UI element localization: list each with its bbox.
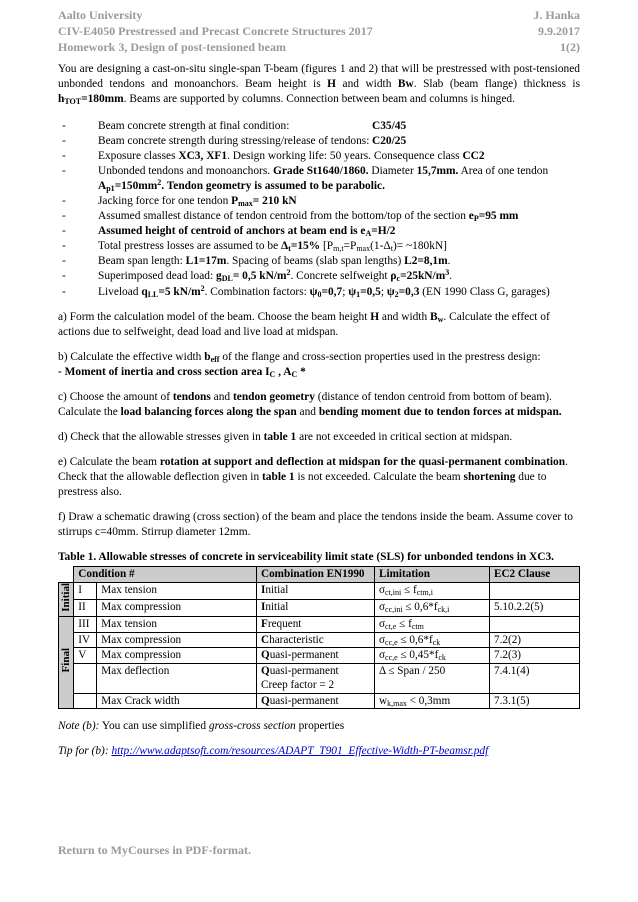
row-number <box>74 693 97 709</box>
req-tendon-distance: - Assumed smallest distance of tendon centroid from the bottom/top of the section $e_P=95$ mm <box>58 209 580 224</box>
req-live-load: - Liveload $q_{LL}=5$ $kN/m^2$. Combination factors: $\psi_0=0,7$; $\psi_1=0,5$; $\psi_2=0,3$ (EN 1990 Class G, garages) <box>58 285 580 300</box>
row-limitation: $\sigma_{cc,e} \le 0,45*f_{ck}$ <box>375 648 490 664</box>
row-condition: Max compression <box>97 648 257 664</box>
req-jacking-force: - Jacking force for one tendon $P_{max}= 210$ kN <box>58 194 580 209</box>
req-dead-load: - Superimposed dead load: $g_{DL}= 0,5$ $kN/m^2$. Concrete selfweight $\rho_c=25kN/m^3$. <box>58 269 580 284</box>
row-clause: 5.10.2.2(5) <box>490 599 580 616</box>
row-combination: Quasi-permanent <box>257 648 375 664</box>
question-c: c) Choose the amount of tendons and tendon geometry (distance of tendon centroid from bottom of beam). Calculate the load balancing forces along the span and bending moment due to tendon forces at midspan. <box>58 390 562 418</box>
table-row <box>59 663 580 693</box>
row-combination: Frequent <box>257 617 375 633</box>
header-author: J. Hanka <box>533 8 580 22</box>
req-stressing-strength: - Beam concrete strength during stressing/release of tendons: C20/25 <box>58 134 580 149</box>
row-condition: Max compression <box>97 599 257 616</box>
allowable-stresses-table <box>58 566 580 709</box>
table-corner <box>59 567 74 583</box>
req-anchor-height: - Assumed height of centroid of anchors at beam end is $e_A=H/2$ <box>58 224 580 239</box>
row-clause <box>490 617 580 633</box>
table-row <box>59 582 580 599</box>
row-clause: 7.3.1(5) <box>490 693 580 709</box>
req-span-length: - Beam span length: L1=17m. Spacing of beams (slab span lengths) L2=8,1m. <box>58 254 580 269</box>
row-number <box>74 663 97 693</box>
header-university: Aalto University <box>58 8 143 22</box>
page-footer: Return to MyCourses in PDF-format. <box>58 843 251 857</box>
row-limitation: $\sigma_{cc,e} \le 0,6*f_{ck}$ <box>375 632 490 648</box>
header-combination: Combination EN1990 <box>257 567 375 583</box>
row-condition: Max compression <box>97 632 257 648</box>
row-condition: Max tension <box>97 617 257 633</box>
table-row <box>59 648 580 664</box>
group-final: Final <box>59 617 74 709</box>
question-a: a) Form the calculation model of the beam. Choose the beam height H and width $B_w$. Calculate the effect of actions due to selfweight, dead load and live load at midspan. <box>58 310 550 338</box>
row-limitation: $\sigma_{cc,ini} \le 0,6*f_{ck,i}$ <box>375 599 490 616</box>
question-e: e) Calculate the beam rotation at support and deflection at midspan for the quasi-permanent combination. Check that the allowable deflection given in table 1 is not exceeded. Calculate the beam shortening due to prestress also. <box>58 455 568 498</box>
row-condition: Max deflection <box>97 663 257 693</box>
row-combination: Quasi-permanent Creep factor = 2 <box>257 663 375 693</box>
row-limitation: $\sigma_{ct,ini} \le f_{ctm,i}$ <box>375 582 490 599</box>
row-number: II <box>74 599 97 616</box>
intro-paragraph: You are designing a cast-on-situ single-span T-beam (figures 1 and 2) that will be prestressed with post-tensioned unbonded tendons and monoanchors. Beam height is H and width Bw. Slab (beam flange) thickness is $h_{TOT}=180mm$. Beams are supported by columns. Connection between beam and columns is hinged. <box>58 62 581 106</box>
row-number: III <box>74 617 97 633</box>
table-caption: Table 1. Allowable stresses of concrete in serviceability limit state (SLS) for unbonded tendons in XC3. <box>58 551 555 564</box>
header-date: 9.9.2017 <box>538 23 580 38</box>
row-limitation: $w_{k,max} < 0,3mm$ <box>375 693 490 709</box>
effective-width-link[interactable]: http://www.adaptsoft.com/resources/ADAPT_T901_Effective-Width-PT-beamsr.pdf <box>111 745 489 758</box>
row-number: I <box>74 582 97 599</box>
note-b: Note (b): You can use simplified gross-cross section properties <box>58 720 345 733</box>
row-clause: 7.2(2) <box>490 632 580 648</box>
header-clause: EC2 Clause <box>490 567 580 583</box>
document-page <box>58 8 580 760</box>
row-combination: Initial <box>257 582 375 599</box>
group-initial: Initial <box>59 582 74 616</box>
header-limitation: Limitation <box>375 567 490 583</box>
row-clause <box>490 582 580 599</box>
question-d: d) Check that the allowable stresses given in table 1 are not exceeded in critical section at midspan. <box>58 430 513 443</box>
req-tendons: - Unbonded tendons and monoanchors. Grade St1640/1860. Diameter 15,7mm. Area of one tendon $A_{p1}=150mm^2$. Tendon geometry is assumed to be parabolic. <box>58 164 580 194</box>
header-course: CIV-E4050 Prestressed and Precast Concrete Structures 2017 <box>58 23 373 38</box>
row-combination: Initial <box>257 599 375 616</box>
req-exposure: - Exposure classes XC3, XF1. Design working life: 50 years. Consequence class CC2 <box>58 149 580 164</box>
row-clause: 7.4.1(4) <box>490 663 580 693</box>
table-header-row <box>59 567 580 583</box>
row-combination: Quasi-permanent <box>257 693 375 709</box>
question-b: b) Calculate the effective width $b_{eff}$ of the flange and cross-section properties used in the prestress design: - Moment of inertia and cross section area $I_C$ , $A_C$ * <box>58 350 541 379</box>
req-final-strength: - Beam concrete strength at final condition: C35/45 <box>58 119 580 134</box>
row-condition: Max Crack width <box>97 693 257 709</box>
row-number: V <box>74 648 97 664</box>
table-row <box>59 617 580 633</box>
header-page-number: 1(2) <box>560 39 580 54</box>
row-condition: Max tension <box>97 582 257 599</box>
row-number: IV <box>74 632 97 648</box>
req-prestress-losses: - Total prestress losses are assumed to be $\Delta_t=15\%$ [$P_{m,t}=P_{max}(1-\Delta_t)=$ ~180kN] <box>58 239 580 254</box>
header-homework: Homework 3, Design of post-tensioned beam <box>58 39 286 54</box>
row-combination: Characteristic <box>257 632 375 648</box>
page-header <box>58 8 580 56</box>
table-row <box>59 693 580 709</box>
row-clause: 7.2(3) <box>490 648 580 664</box>
header-condition: Condition # <box>74 567 257 583</box>
question-f: f) Draw a schematic drawing (cross section) of the beam and place the tendons inside the beam. Assume cover to stirrups c=40mm. Stirrup diameter 12mm. <box>58 511 573 539</box>
table-row <box>59 632 580 648</box>
row-limitation: Δ ≤ Span / 250 <box>375 663 490 693</box>
tip-b: Tip for (b): http://www.adaptsoft.com/resources/ADAPT_T901_Effective-Width-PT-beamsr.pdf <box>58 745 489 758</box>
row-limitation: $\sigma_{ct,e} \le f_{ctm}$ <box>375 617 490 633</box>
requirements-list <box>58 119 580 300</box>
table-row <box>59 599 580 616</box>
